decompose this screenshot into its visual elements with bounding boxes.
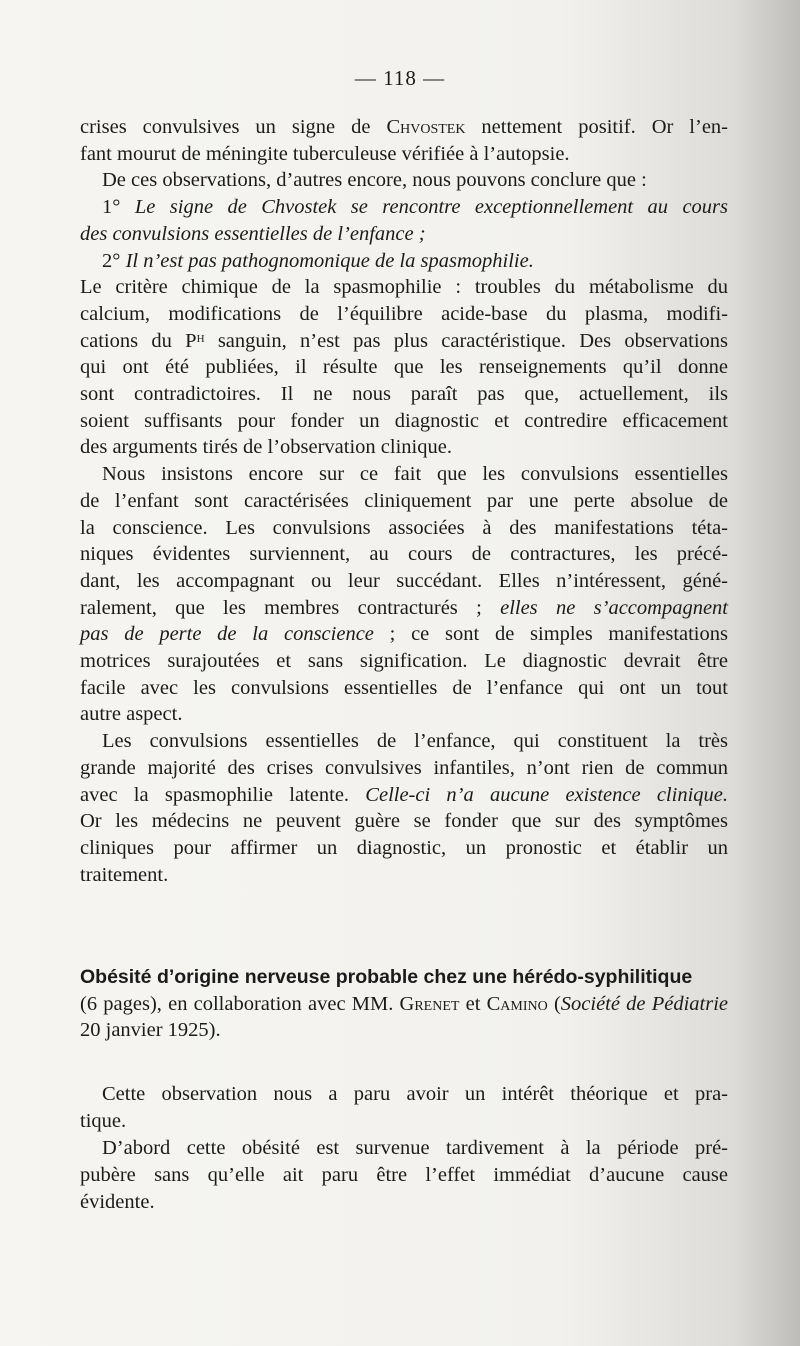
text-line: De ces observations, d’autres encore, nous pouvons conclure que :	[102, 169, 647, 192]
publication-meta: (6 pages), en collaboration avec MM. Grenet et Camino (Société de Pédiatrie	[80, 992, 728, 1015]
text-line: dant, les accompagnant ou leur succédant. Elles n’intéressent, géné-	[80, 569, 728, 592]
text-line: niques évidentes surviennent, au cours de contractures, les précé-	[80, 543, 728, 566]
text-line: calcium, modifications de l’équilibre acide-base du plasma, modifi-	[80, 302, 728, 325]
paragraph-observation	[80, 1081, 728, 1135]
body-text-section-2	[80, 1081, 728, 1216]
text-line: des arguments tirés de l’observation clinique.	[80, 436, 452, 459]
paragraph-1	[80, 114, 728, 167]
text-line: crises convulsives un signe de Chvostek nettement positif. Or l’en-	[80, 116, 728, 138]
paragraph-obesity	[80, 1135, 728, 1216]
paragraph-essential-convulsions	[80, 728, 728, 888]
page-number: — 118 —	[354, 66, 446, 90]
paragraph-2	[80, 167, 728, 194]
text-line: de l’enfant sont caractérisées cliniquement par une perte absolue de	[80, 489, 728, 512]
text-line: soient suffisants pour fonder un diagnostic et contredire efficacement	[80, 409, 728, 432]
text-line: autre aspect.	[80, 703, 183, 726]
text-line: facile avec les convulsions essentielles de l’enfance qui ont un tout	[80, 676, 728, 699]
text-line: cliniques pour affirmer un diagnostic, un pronostic et établir un	[80, 836, 728, 859]
text-line: Nous insistons encore sur ce fait que les convulsions essentielles	[102, 463, 728, 486]
text-line: avec la spasmophilie latente. Celle-ci n’a aucune existence clinique.	[80, 783, 728, 806]
text-line: ralement, que les membres contracturés ; elles ne s’accompagnent	[80, 596, 728, 619]
text-line: pas de perte de la conscience ; ce sont de simples manifestations	[80, 623, 728, 646]
publication-title: Obésité d’origine nerveuse probable chez une hérédo-syphilitique	[80, 966, 693, 988]
paragraph-chemical-criterion	[80, 274, 728, 461]
text-line: Les convulsions essentielles de l’enfance, qui constituent la très	[102, 730, 728, 753]
text-line: cations du $P^H$ sanguin, n’est pas plus caractéristique. Des observations	[80, 329, 729, 352]
text-line: 2° Il n’est pas pathognomonique de la spasmophilie.	[102, 249, 534, 272]
text-line: Cette observation nous a paru avoir un intérêt théorique et pra-	[102, 1083, 728, 1105]
text-line: qui ont été publiées, il résulte que les renseignements qu’il donne	[80, 356, 728, 379]
text-line: 1° Le signe de Chvostek se rencontre exceptionnellement au cours	[102, 196, 728, 219]
text-line: pubère sans qu’elle ait paru être l’effet immédiat d’aucune cause	[80, 1164, 728, 1186]
text-line: traitement.	[80, 863, 169, 886]
conclusion-1	[80, 194, 728, 247]
publication-heading	[80, 964, 728, 1044]
author-grenet: Grenet	[399, 992, 460, 1015]
society-name: Société de Pédiatrie	[560, 992, 728, 1015]
author-camino: Camino	[486, 992, 548, 1015]
text-line: sont contradictoires. Il ne nous paraît pas que, actuellement, ils	[80, 383, 728, 406]
text-line: la conscience. Les convulsions associées à des manifestations téta-	[80, 516, 728, 539]
text-line: Or les médecins ne peuvent guère se fonder que sur des symptômes	[80, 810, 728, 833]
text-line: motrices surajoutées et sans signification. Le diagnostic devrait être	[80, 650, 728, 673]
author-chvostek: Chvostek	[386, 116, 466, 138]
text-line: des convulsions essentielles de l’enfance ;	[80, 222, 426, 245]
text-line: grande majorité des crises convulsives infantiles, n’ont rien de commun	[80, 756, 728, 779]
text-line: D’abord cette obésité est survenue tardivement à la période pré-	[102, 1137, 728, 1159]
body-text-section-1	[80, 114, 728, 888]
paragraph-insistence	[80, 461, 728, 728]
publication-date: 20 janvier 1925).	[80, 1019, 221, 1042]
text-line: tique.	[80, 1110, 127, 1132]
conclusion-2	[80, 248, 728, 275]
text-line: évidente.	[80, 1191, 155, 1213]
text-line: Le critère chimique de la spasmophilie : troubles du métabolisme du	[80, 276, 728, 299]
text-line: fant mourut de méningite tuberculeuse vérifiée à l’autopsie.	[80, 142, 570, 165]
